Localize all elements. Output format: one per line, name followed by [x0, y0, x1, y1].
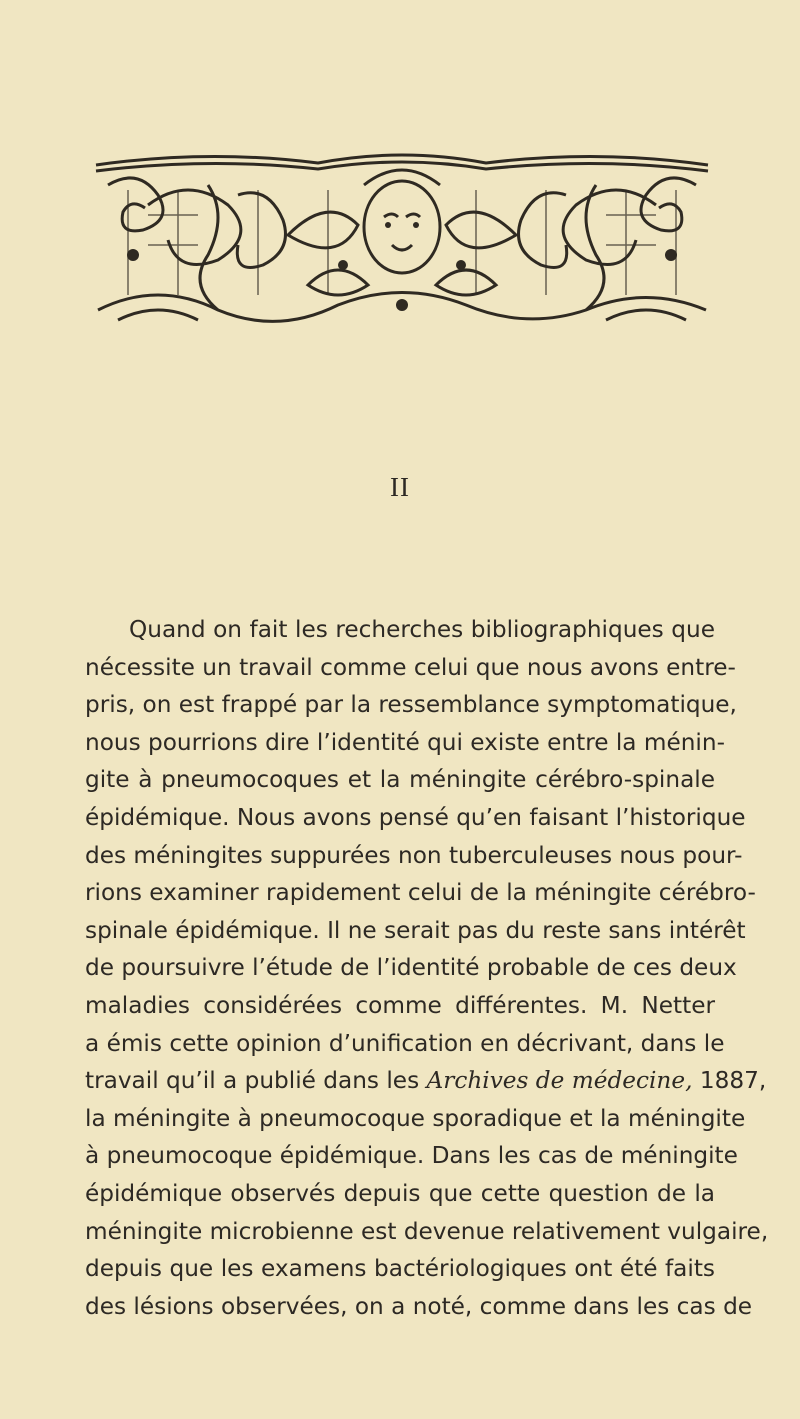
body-text	[85, 611, 769, 1325]
ornamental-headpiece	[88, 145, 716, 327]
text-line: de poursuivre l’étude de l’identité probable de ces deux	[85, 954, 737, 982]
text-line: depuis que les examens bactériologiques ont été faits	[85, 1255, 715, 1283]
text-line: méningite microbienne est devenue relativement vulgaire,	[85, 1217, 769, 1245]
text-line: a émis cette opinion d’unification en décrivant, dans le	[85, 1029, 725, 1057]
text-line: épidémique. Nous avons pensé qu’en faisant l’historique	[85, 803, 746, 831]
text-line: des lésions observées, on a noté, comme dans les cas de	[85, 1292, 753, 1320]
text-line: gite à pneumocoques et la méningite cérébro-spinale	[85, 766, 715, 794]
text-line: rions examiner rapidement celui de la méningite cérébro-	[85, 879, 756, 907]
text-line: Quand on fait les recherches bibliographiques que	[129, 616, 715, 643]
text-line: des méningites suppurées non tuberculeuses nous pour-	[85, 841, 743, 869]
text-line: maladies considérées comme différentes. M. Netter	[85, 991, 715, 1019]
text-line: la méningite à pneumocoque sporadique et la méningite	[85, 1104, 746, 1132]
journal-title: Archives de médecine,	[426, 1067, 693, 1095]
text-line: nous pourrions dire l’identité qui existe entre la ménin-	[85, 728, 725, 756]
text-line-citation	[85, 1062, 767, 1100]
text-line: pris, on est frappé par la ressemblance symptomatique,	[85, 691, 737, 719]
chapter-number: II	[390, 472, 410, 502]
citation-year: 1887,	[699, 1067, 767, 1095]
citation-prefix: travail qu’il a publié dans les	[85, 1067, 420, 1095]
text-line: nécessite un travail comme celui que nous avons entre-	[85, 653, 736, 681]
text-line: spinale épidémique. Il ne serait pas du reste sans intérêt	[85, 916, 746, 944]
text-line: à pneumocoque épidémique. Dans les cas de méningite	[85, 1142, 738, 1170]
text-line: épidémique observés depuis que cette question de la	[85, 1179, 715, 1207]
